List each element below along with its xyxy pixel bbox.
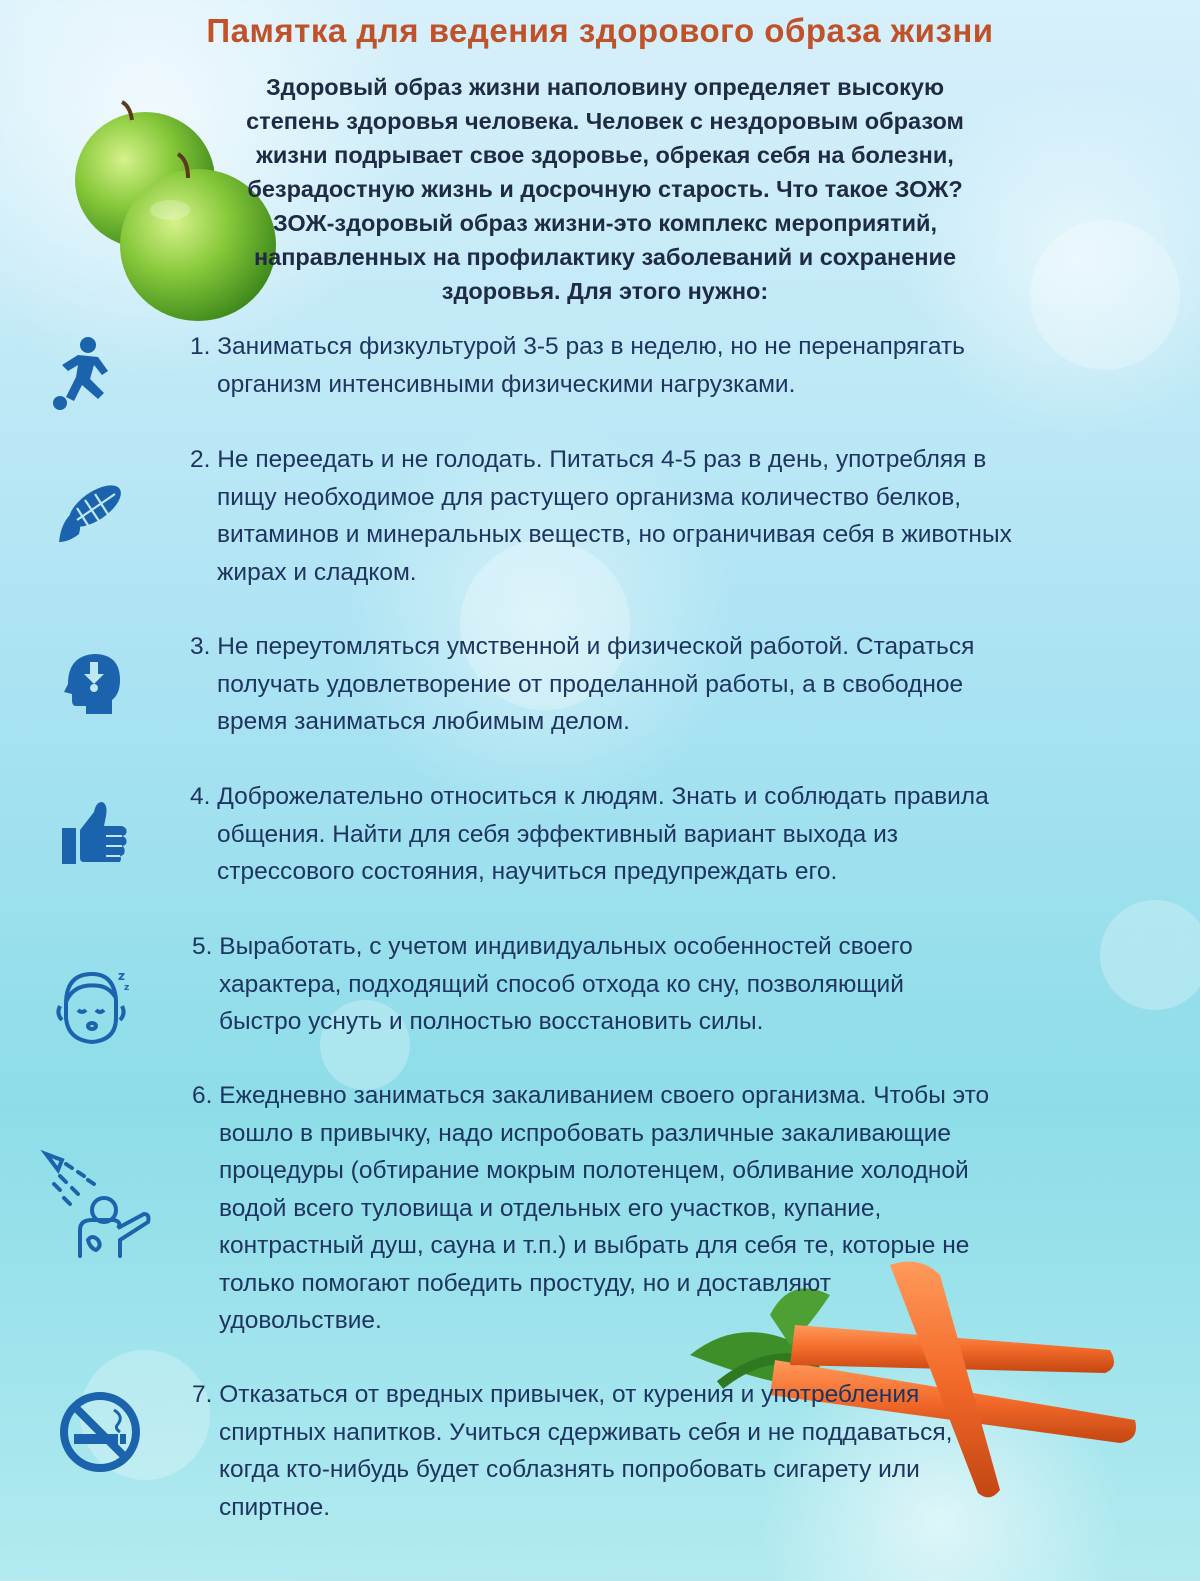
tip-line: 2. Не переедать и не голодать. Питаться 4-5 раз в день, употребляя в <box>190 446 987 473</box>
tip-line: витаминов и минеральных веществ, но ограничивая себя в животных <box>217 521 1012 548</box>
tip-line: удовольствие. <box>219 1307 382 1334</box>
svg-text:z: z <box>124 983 130 993</box>
tip-line: организм интенсивными физическими нагрузками. <box>217 370 796 398</box>
thumbs-up-icon <box>60 800 130 866</box>
no-smoking-icon <box>58 1390 142 1474</box>
tip-line: общения. Найти для себя эффективный вариант выхода из <box>217 820 898 848</box>
corn-icon <box>55 478 127 546</box>
tip-line: 5. Выработать, с учетом индивидуальных особенностей своего <box>192 933 913 960</box>
tip-line: водой всего туловища и отдельных его участков, купание, <box>219 1194 882 1222</box>
tip-line: быстро уснуть и полностью восстановить силы. <box>219 1008 764 1035</box>
tip-item-1 <box>190 328 1175 403</box>
tip-line: 3. Не переутомляться умственной и физической работой. Стараться <box>190 633 975 660</box>
tip-line: 7. Отказаться от вредных привычек, от курения и употребления <box>192 1381 920 1408</box>
intro-line: безрадостную жизнь и досрочную старость. Что такое ЗОЖ? <box>247 176 963 202</box>
intro-line: направленных на профилактику заболеваний и сохранение <box>253 244 957 270</box>
tip-line: спиртное. <box>219 1493 331 1521</box>
tip-line: спиртных напитков. Учиться сдерживать себя и не поддаваться, <box>219 1418 953 1446</box>
tip-item-3 <box>190 628 1175 741</box>
shower-person-icon <box>40 1148 152 1260</box>
tip-line: характера, подходящий способ отхода ко сну, позволяющий <box>219 970 904 998</box>
svg-text:z: z <box>118 969 125 983</box>
page-title: Памятка для ведения здорового образа жизни <box>206 12 994 49</box>
tip-line: вошло в привычку, надо испробовать различные закаливающие <box>219 1119 952 1147</box>
tip-line: 1. Заниматься физкультурой 3-5 раз в неделю, но не перенапрягать <box>190 333 965 360</box>
tip-item-6 <box>192 1077 1177 1340</box>
tip-line: пищу необходимое для растущего организма количество белков, <box>217 483 962 511</box>
tip-line: только помогают победить простуду, но и доставляют <box>219 1269 831 1297</box>
intro-line: жизни подрывает свое здоровье, обрекая себя на болезни, <box>256 142 954 168</box>
tip-line: 6. Ежедневно заниматься закаливанием своего организма. Чтобы это <box>192 1082 990 1109</box>
sleeping-face-icon <box>52 964 134 1046</box>
tip-line: жирах и сладком. <box>217 558 417 586</box>
intro-line: степень здоровья человека. Человек с нездоровым образом <box>246 108 964 134</box>
tip-item-7 <box>192 1376 1177 1526</box>
tip-line: когда кто-нибудь будет соблазнять попробовать сигарету или <box>219 1456 920 1483</box>
head-brain-icon <box>60 650 126 716</box>
tip-item-2 <box>190 441 1175 591</box>
intro-paragraph <box>170 70 1040 308</box>
intro-line: Здоровый образ жизни наполовину определяет высокую <box>265 74 945 100</box>
tip-item-5 <box>192 928 1177 1041</box>
tip-line: стрессового состояния, научиться предупреждать его. <box>217 858 838 885</box>
intro-line: здоровья. Для этого нужно: <box>441 278 769 304</box>
running-person-icon <box>48 335 120 413</box>
tip-line: 4. Доброжелательно относиться к людям. Знать и соблюдать правила <box>190 783 989 810</box>
tip-line: время заниматься любимым делом. <box>217 708 630 735</box>
tip-line: получать удовлетворение от проделанной работы, а в свободное <box>217 670 964 698</box>
tip-line: процедуры (обтирание мокрым полотенцем, обливание холодной <box>219 1157 969 1184</box>
tip-line: контрастный душ, сауна и т.п.) и выбрать для себя те, которые не <box>219 1232 970 1259</box>
tip-item-4 <box>190 778 1175 891</box>
intro-line: ЗОЖ-здоровый образ жизни-это комплекс мероприятий, <box>272 210 937 236</box>
